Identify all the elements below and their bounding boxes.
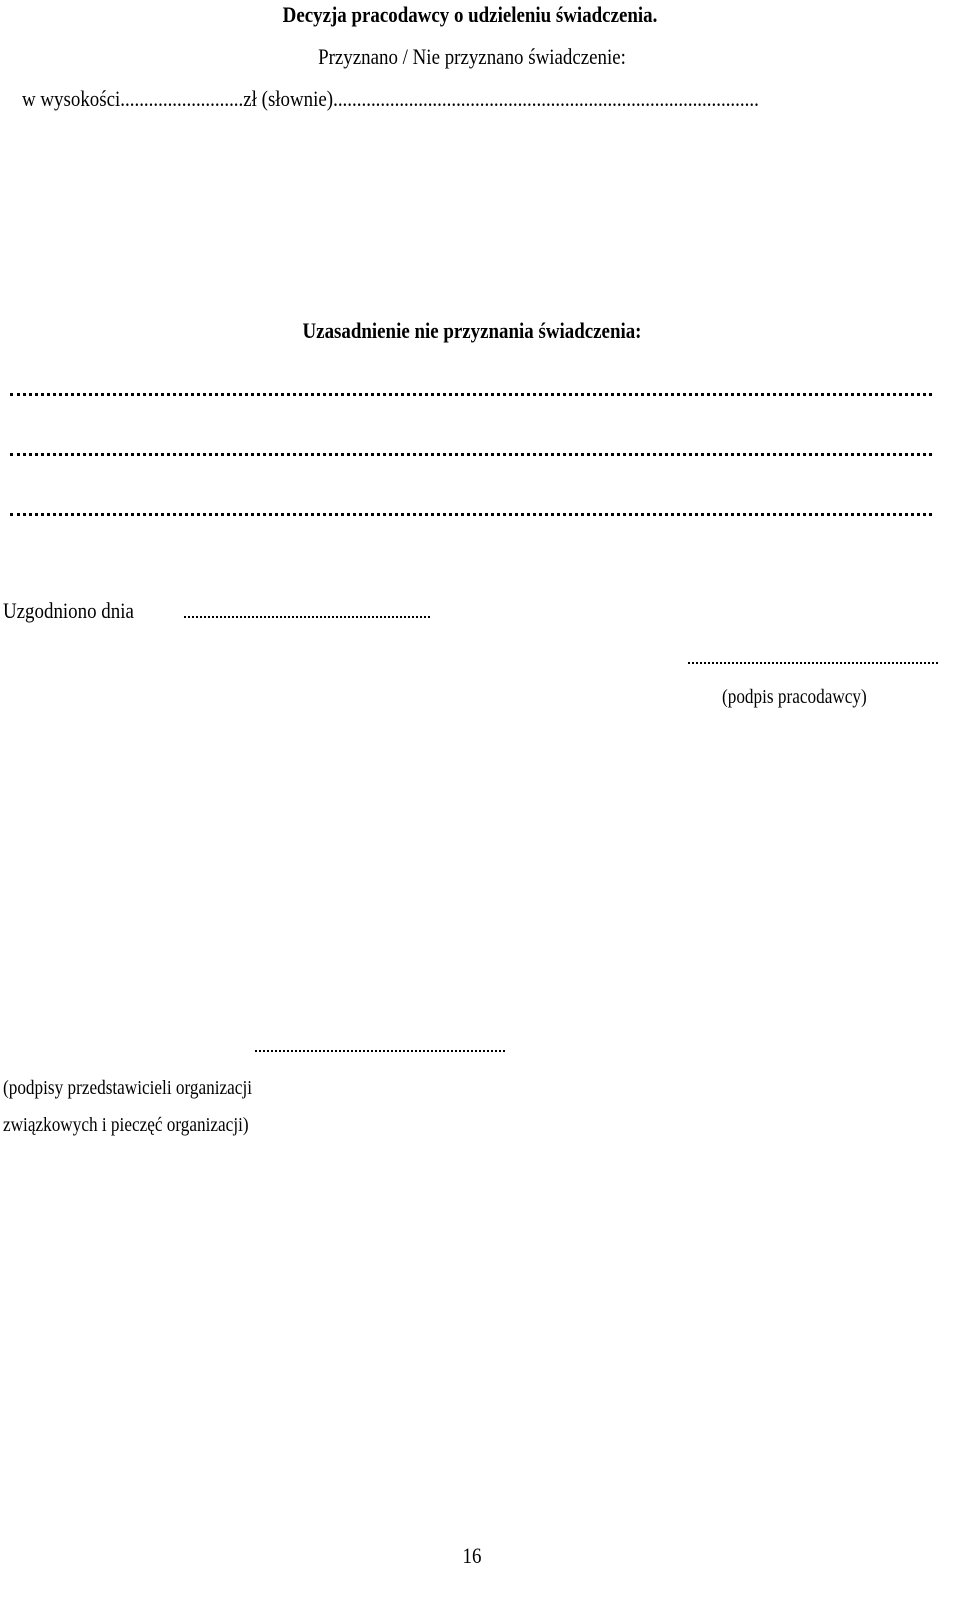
agreed-date-field[interactable]	[184, 616, 430, 618]
amount-line[interactable]: w wysokości..........................zł (słownie)..........................................................................................	[22, 86, 759, 111]
union-signature-caption-1: (podpisy przedstawicieli organizacji	[3, 1077, 252, 1099]
justification-line-1[interactable]	[10, 393, 932, 396]
justification-line-2[interactable]	[10, 453, 932, 456]
employer-signature-caption: (podpis pracodawcy)	[722, 686, 867, 708]
document-title: Decyzja pracodawcy o udzieleniu świadczenia.	[282, 2, 658, 27]
union-signature-line[interactable]	[255, 1050, 505, 1052]
union-signature-caption-2: związkowych i pieczęć organizacji)	[3, 1114, 249, 1136]
decision-line: Przyznano / Nie przyznano świadczenie:	[318, 44, 626, 69]
agreed-date-label: Uzgodniono dnia	[3, 598, 134, 623]
justification-line-3[interactable]	[10, 513, 932, 516]
page-number: 16	[462, 1543, 482, 1568]
employer-signature-line[interactable]	[688, 662, 938, 664]
justification-heading: Uzasadnienie nie przyznania świadczenia:	[302, 318, 642, 343]
